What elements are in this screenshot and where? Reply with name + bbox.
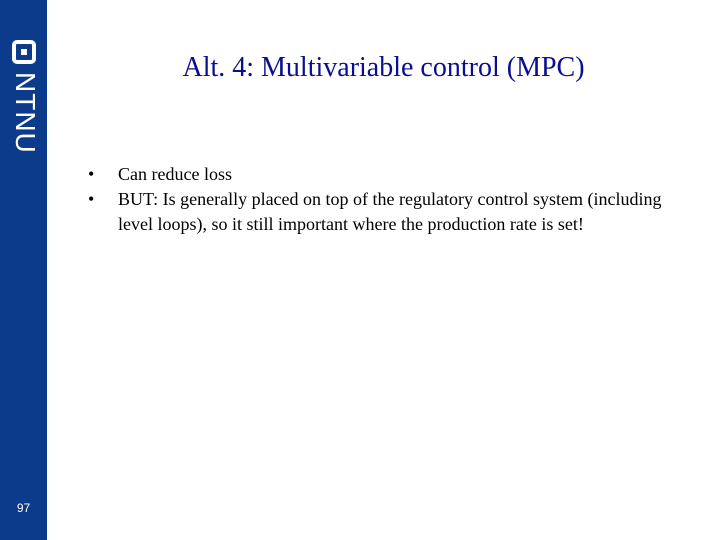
bullet-item <box>88 162 698 187</box>
bullet-marker: • <box>88 189 95 209</box>
bullet-text: BUT: Is generally placed on top of the regulatory control system (including level loops), so it still important where the production rate is set! <box>118 189 662 234</box>
bullet-marker: • <box>88 164 95 184</box>
ntnu-logo-icon <box>7 40 41 170</box>
logo-text: NTNU <box>10 72 41 154</box>
bullet-list <box>88 162 698 237</box>
bullet-item <box>88 187 698 237</box>
bullet-text: Can reduce loss <box>118 164 232 184</box>
sidebar <box>0 0 47 540</box>
slide-title: Alt. 4: Multivariable control (MPC) <box>182 52 585 83</box>
page-number: 97 <box>16 501 31 515</box>
